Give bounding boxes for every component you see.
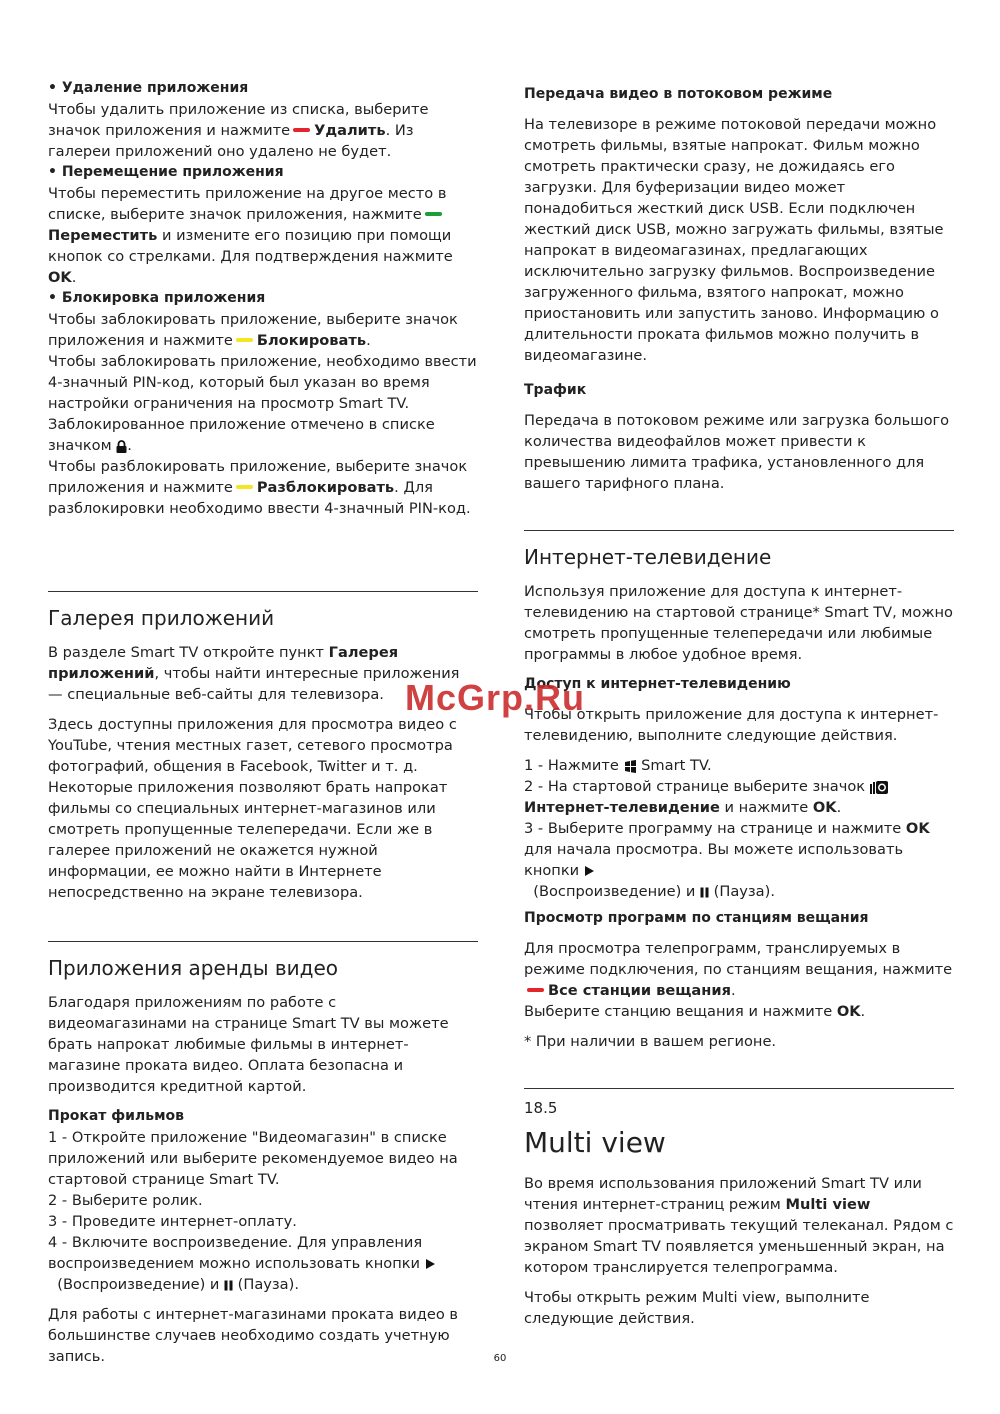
yellow-key-icon — [236, 338, 253, 342]
rent-step-3: 3 - Проведите интернет-оплату. — [48, 1213, 297, 1230]
region-footnote: * При наличии в вашем регионе. — [524, 1033, 777, 1050]
chapter-number: 18.5 — [524, 1099, 558, 1117]
online-tv-title: Интернет-телевидение — [524, 545, 772, 569]
stations-text: Для просмотра телепрограмм, транслируемых в режиме подключения, по станциям вещания, нажмитеВсе станции вещания. — [524, 940, 953, 999]
lock-pin-text: Чтобы заблокировать приложение, необходимо ввести 4-значный PIN-код, который был указан во время настройки ограничения на просмотр Smart TV. Заблокированное приложение отмечено в списке значком . — [48, 353, 477, 454]
multi-view-title: Multi view — [524, 1126, 666, 1159]
online-tv-intro: Используя приложение для доступа к интернет-телевидению на стартовой странице* Smart TV, можно смотреть пропущенные телепередачи или любимые программы в любое удобное время. — [524, 583, 953, 663]
stations-heading: Просмотр программ по станциям вещания — [524, 910, 869, 926]
stations-select-text: Выберите станцию вещания и нажмите OK. — [524, 1003, 866, 1020]
right-column — [524, 84, 954, 1329]
unlock-app-text: Чтобы разблокировать приложение, выберите значок приложения и нажмите Разблокировать. Для разблокировки необходимо ввести 4-значный PIN-код. — [48, 458, 471, 517]
move-app-heading: • Перемещение приложения — [48, 164, 284, 180]
access-heading: Доступ к интернет-телевидению — [524, 676, 791, 692]
rental-account-note: Для работы с интернет-магазинами проката видео в большинстве случаев необходимо создать учетную запись. — [48, 1306, 458, 1365]
lock-app-heading: • Блокировка приложения — [48, 290, 266, 306]
smart-tv-icon — [624, 760, 637, 773]
watermark: McGrp.Ru — [405, 677, 586, 718]
traffic-heading: Трафик — [524, 382, 587, 398]
streaming-text: На телевизоре в режиме потоковой передачи можно смотреть фильмы, взятые напрокат. Фильм можно смотреть практически сразу, не дожидаясь его загрузки. Для буферизации видео может понадобиться жесткий диск USB. Если подключен жесткий диск USB, можно загружать фильмы, взятые напрокат в видеомагазинах, предлагающих исключительно загрузку фильмов. Воспроизведение загруженного фильма, взятого напрокат, можно приостановить или запустить заново. Информацию о длительности проката фильмов можно получить в видеомагазине. — [524, 116, 944, 364]
access-step-3: 3 - Выберите программу на странице и нажмите OK для начала просмотра. Вы можете использовать кнопки (Воспроизведение) и (Пауза). — [524, 820, 930, 900]
play-icon — [425, 1258, 436, 1270]
traffic-text: Передача в потоковом режиме или загрузка большого количества видеофайлов может привести к превышению лимита трафика, установленного для вашего тарифного плана. — [524, 412, 950, 492]
red-key-icon — [293, 128, 310, 132]
access-step-1: 1 - Нажмите Smart TV. — [524, 757, 712, 774]
online-tv-icon — [870, 781, 888, 794]
gallery-description: Здесь доступны приложения для просмотра видео с YouTube, чтения местных газет, сетевого просмотра фотографий, общения в Facebook, Twitter и т. д. Некоторые приложения позволяют брать напрокат фильмы со специальных интернет-магазинов или смотреть пропущенные телепередачи. Если же в галерее приложений не окажется нужной информации, ее можно найти в Интернете непосредственно на экране телевизора. — [48, 716, 457, 901]
section-divider — [524, 530, 954, 531]
streaming-heading: Передача видео в потоковом режиме — [524, 86, 833, 102]
lock-app-text: Чтобы заблокировать приложение, выберите значок приложения и нажмите Блокировать. — [48, 311, 458, 349]
gallery-intro: В разделе Smart TV откройте пункт Галерея приложений, чтобы найти интересные приложения — специальные веб-сайты для телевизора. — [48, 644, 460, 703]
multi-view-intro: Во время использования приложений Smart TV или чтения интернет-страниц режим Multi view позволяет просматривать текущий телеканал. Рядом с экраном Smart TV появляется уменьшенный экран, на котором транслируется телепрограмма. — [524, 1175, 954, 1276]
pause-icon — [224, 1280, 233, 1291]
rental-intro: Благодаря приложениям по работе с видеомагазинами на странице Smart TV вы можете брать напрокат любимые фильмы в интернет-магазине проката видео. Оплата безопасна и производится кредитной картой. — [48, 994, 449, 1095]
red-key-icon — [527, 988, 544, 992]
delete-app-heading: • Удаление приложения — [48, 80, 249, 96]
page-number: 60 — [493, 1353, 507, 1364]
rent-step-4: 4 - Включите воспроизведение. Для управления воспроизведением можно использовать кнопки (Воспроизведение) и (Пауза). — [48, 1232, 478, 1295]
gallery-title: Галерея приложений — [48, 606, 275, 630]
play-icon — [584, 865, 595, 877]
multi-view-open-text: Чтобы открыть режим Multi view, выполните следующие действия. — [524, 1289, 870, 1327]
rental-title: Приложения аренды видео — [48, 956, 338, 980]
left-column — [48, 78, 478, 1367]
section-divider — [48, 941, 478, 942]
move-app-text: Чтобы переместить приложение на другое место в списке, выберите значок приложения, нажмитеПереместить и измените его позицию при помощи кнопок со стрелками. Для подтверждения нажмите OK. — [48, 185, 453, 286]
rent-step-2: 2 - Выберите ролик. — [48, 1192, 203, 1209]
rent-step-1: 1 - Откройте приложение "Видеомагазин" в списке приложений или выберите рекомендуемое видео на стартовой странице Smart TV. — [48, 1129, 458, 1188]
yellow-key-icon — [236, 485, 253, 489]
access-text: Чтобы открыть приложение для доступа к интернет-телевидению, выполните следующие действия. — [524, 706, 939, 744]
access-step-2: 2 - На стартовой странице выберите значок Интернет-телевидение и нажмите OK. — [524, 776, 954, 818]
green-key-icon — [425, 212, 442, 216]
lock-icon — [116, 440, 127, 453]
chapter-divider — [524, 1088, 954, 1089]
section-divider — [48, 591, 478, 592]
pause-icon — [700, 887, 709, 898]
delete-app-text: Чтобы удалить приложение из списка, выберите значок приложения и нажмите Удалить. Из галереи приложений оно удалено не будет. — [48, 101, 429, 160]
rent-heading: Прокат фильмов — [48, 1108, 185, 1124]
